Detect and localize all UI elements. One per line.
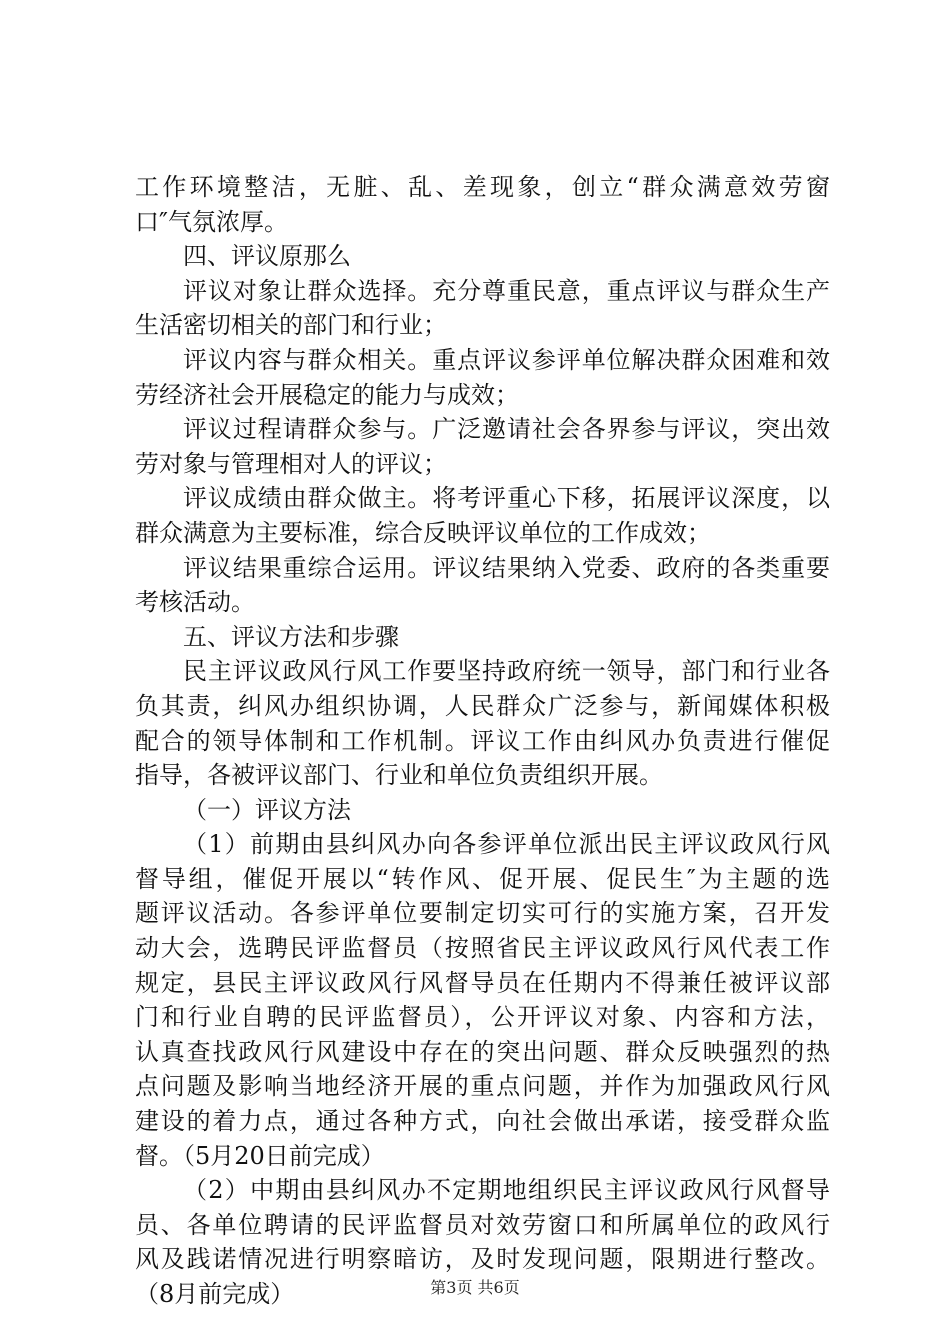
text-line: 员、各单位聘请的民评监督员对效劳窗口和所属单位的政风行 xyxy=(135,1210,830,1239)
text-line: 评议结果重综合运用。评议结果纳入党委、政府的各类重要 xyxy=(183,553,830,582)
text-line: 认真查找政风行风建设中存在的突出问题、群众反映强烈的热 xyxy=(135,1037,830,1066)
text-line: （8月前完成） xyxy=(135,1280,295,1308)
text-line: 指导，各被评议部门、行业和单位负责组织开展。 xyxy=(135,761,663,790)
text-line: 民主评议政风行风工作要坚持政府统一领导，部门和行业各 xyxy=(183,657,830,686)
text-line: 督。（5月20日前完成） xyxy=(135,1141,385,1170)
text-line: 群众满意为主要标准，综合反映评议单位的工作成效； xyxy=(135,518,711,547)
text-line: 评议成绩由群众做主。将考评重心下移，拓展评议深度，以 xyxy=(183,484,830,513)
text-line: 劳对象与管理相对人的评议； xyxy=(135,449,447,478)
text-line: 生活密切相关的部门和行业； xyxy=(135,311,447,340)
text-line: （一）评议方法 xyxy=(183,795,351,824)
text-line: 五、评议方法和步骤 xyxy=(183,622,399,651)
text-line: 门和行业自聘的民评监督员），公开评议对象、内容和方法， xyxy=(135,1003,830,1032)
text-line: （1）前期由县纠风办向各参评单位派出民主评议政风行风 xyxy=(183,830,830,859)
text-line: 题评议活动。各参评单位要制定切实可行的实施方案，召开发 xyxy=(135,899,830,928)
text-line: 四、评议原那么 xyxy=(183,242,351,271)
text-line: 工作环境整洁，无脏、乱、差现象，创立“群众满意效劳窗 xyxy=(135,173,830,201)
text-line: 评议对象让群众选择。充分尊重民意，重点评议与群众生产 xyxy=(183,276,830,305)
text-line: 建设的着力点，通过各种方式，向社会做出承诺，接受群众监 xyxy=(135,1107,830,1136)
text-line: 风及践诺情况进行明察暗访，及时发现问题，限期进行整改。 xyxy=(135,1245,830,1274)
text-line: 评议内容与群众相关。重点评议参评单位解决群众困难和效 xyxy=(183,345,830,374)
text-line: 考核活动。 xyxy=(135,588,255,617)
document-body xyxy=(135,170,830,1312)
text-line: 口″气氛浓厚。 xyxy=(135,207,288,236)
text-line: 规定，县民主评议政风行风督导员在任期内不得兼任被评议部 xyxy=(135,968,830,997)
text-line: （2）中期由县纠风办不定期地组织民主评议政风行风督导 xyxy=(183,1176,830,1205)
text-line: 评议过程请群众参与。广泛邀请社会各界参与评议，突出效 xyxy=(183,415,830,444)
text-line: 督导组，催促开展以“转作风、促开展、促民生″为主题的选 xyxy=(135,864,830,893)
text-line: 配合的领导体制和工作机制。评议工作由纠风办负责进行催促 xyxy=(135,726,830,755)
text-line: 点问题及影响当地经济开展的重点问题，并作为加强政风行风 xyxy=(135,1072,830,1101)
text-line: 动大会，选聘民评监督员（按照省民主评议政风行风代表工作 xyxy=(135,934,830,963)
text-line: 负其责，纠风办组织协调，人民群众广泛参与，新闻媒体积极 xyxy=(135,691,830,720)
page-footer: 第3页 共6页 xyxy=(430,1278,520,1297)
text-line: 劳经济社会开展稳定的能力与成效； xyxy=(135,380,519,409)
